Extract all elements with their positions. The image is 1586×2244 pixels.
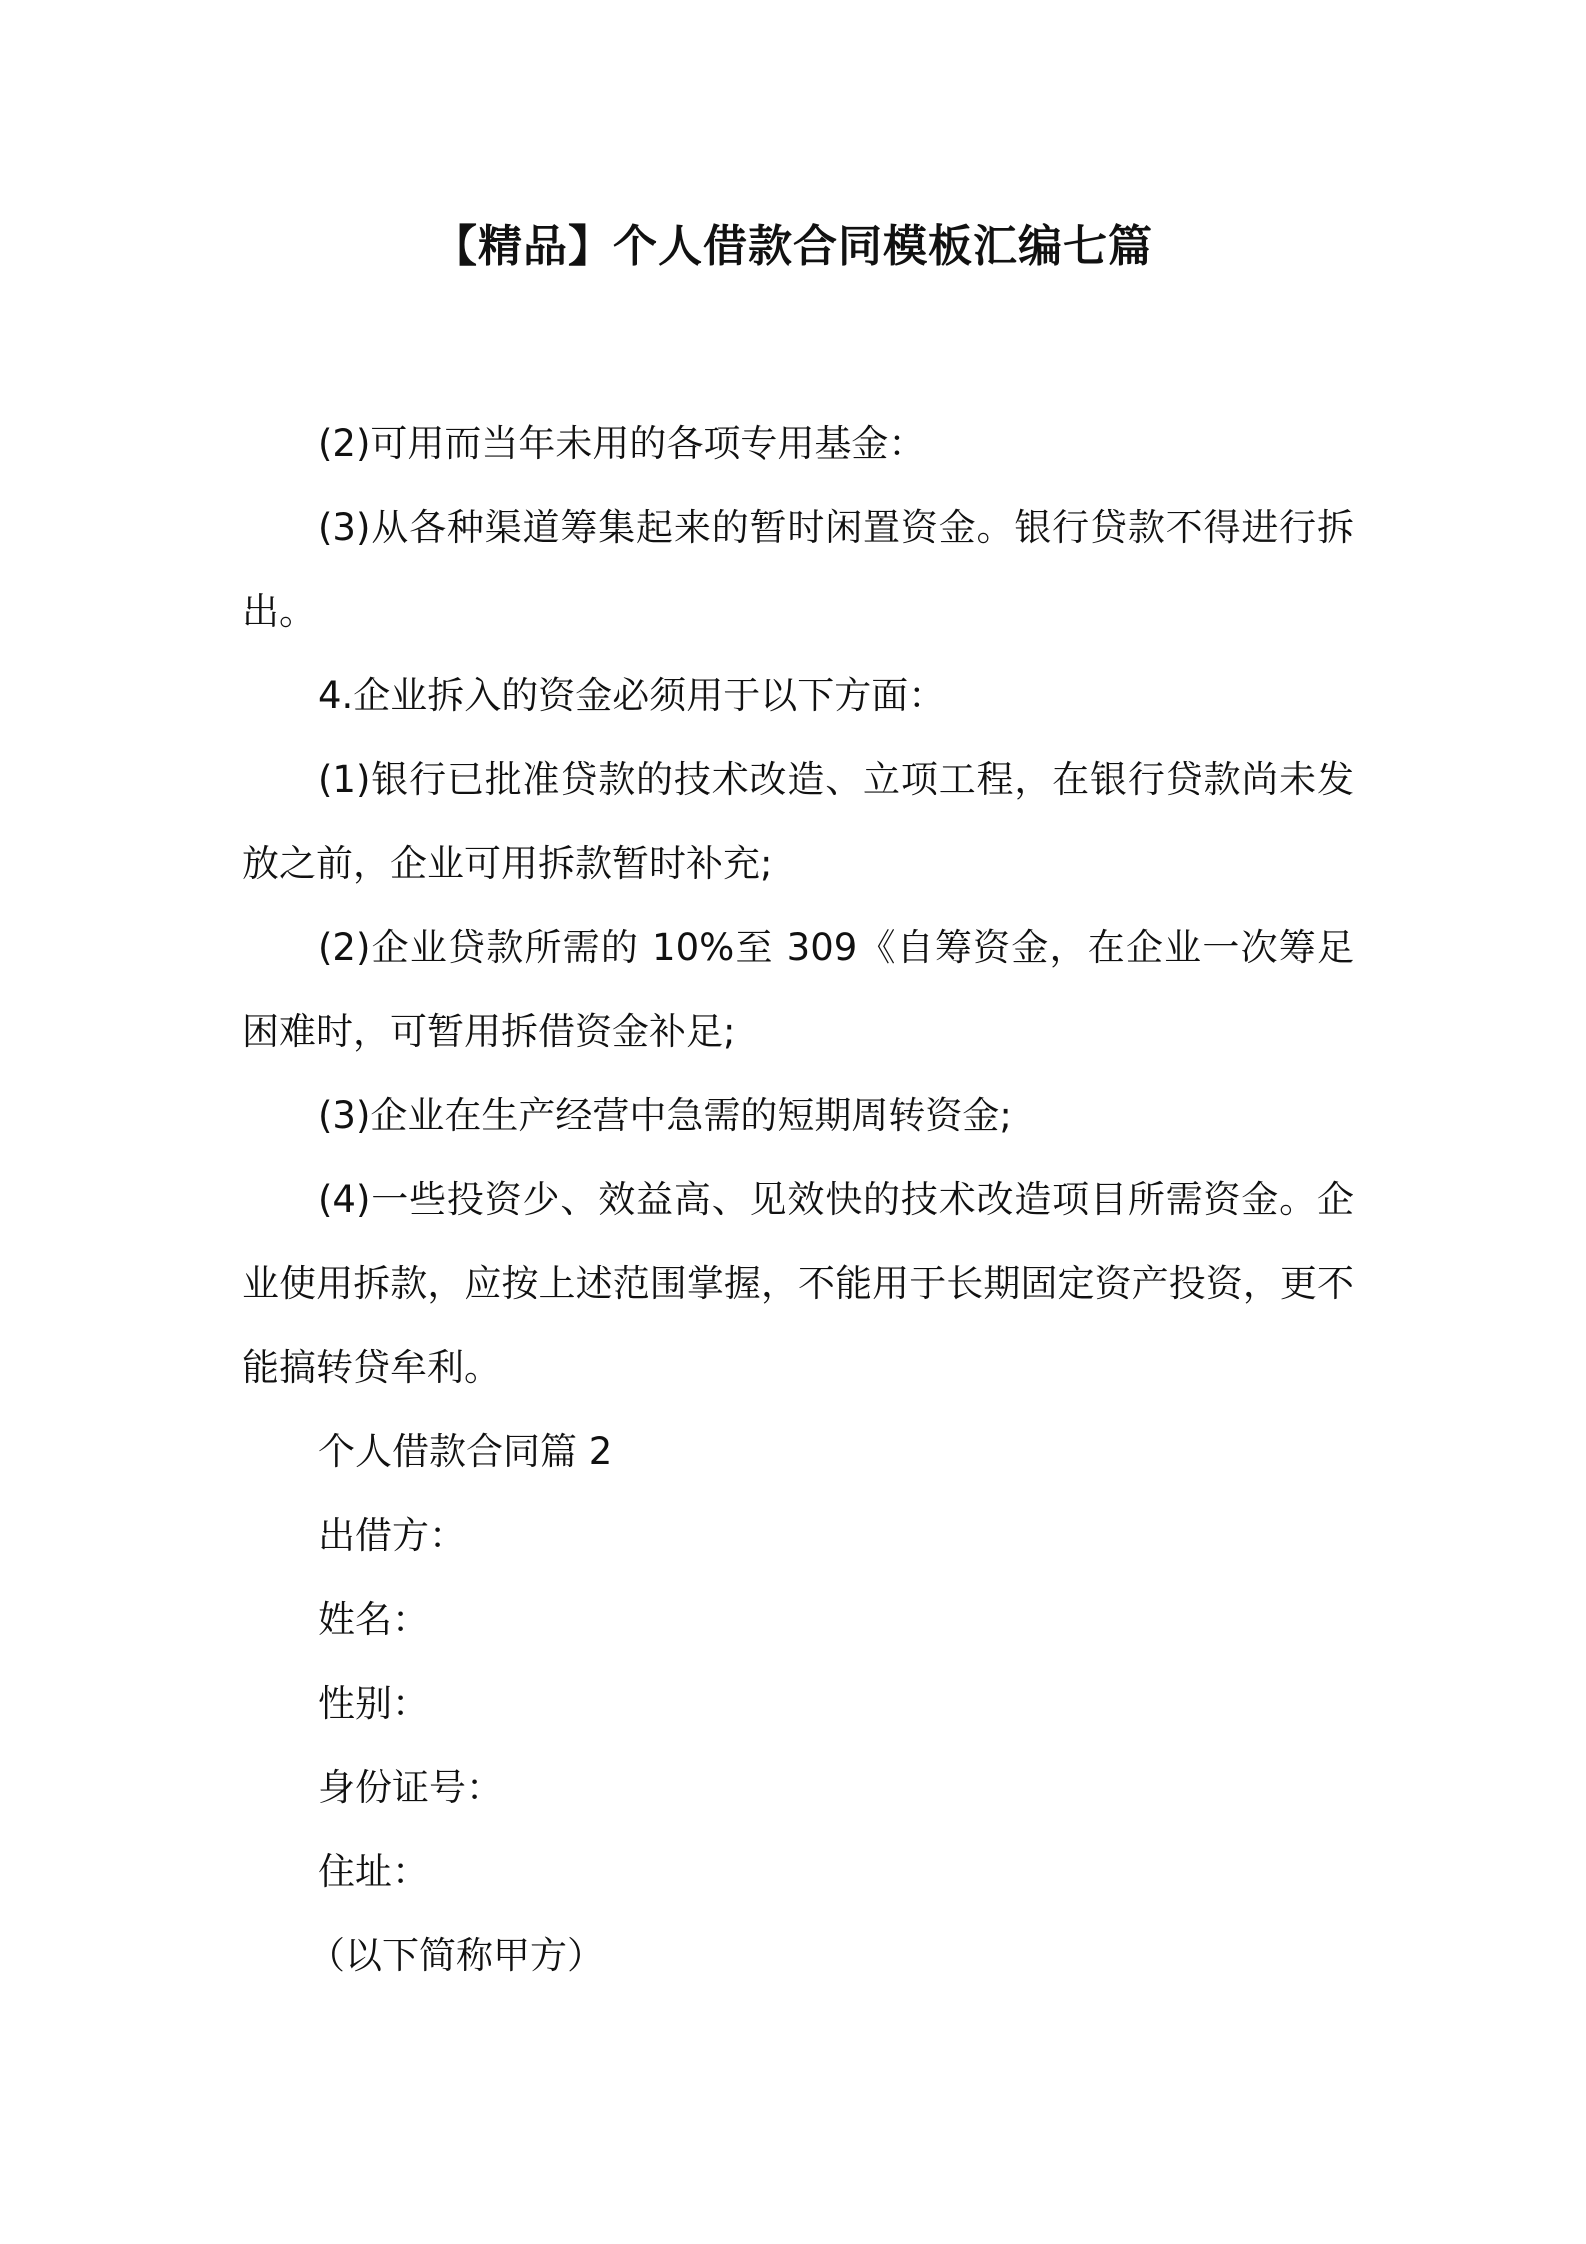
paragraph: (3)从各种渠道筹集起来的暂时闲置资金。银行贷款不得进行拆出。 xyxy=(242,506,1354,633)
section-heading: 个人借款合同篇 2 xyxy=(318,1430,613,1473)
paragraph: (4)一些投资少、效益高、见效快的技术改造项目所需资金。企业使用拆款，应按上述范围掌握，不能用于长期固定资产投资，更不能搞转贷牟利。 xyxy=(242,1178,1354,1389)
form-field-label: 住址： xyxy=(318,1850,429,1893)
paragraph: (3)企业在生产经营中急需的短期周转资金; xyxy=(318,1094,1012,1137)
document-title: 【精品】个人借款合同模板汇编七篇 xyxy=(433,221,1153,272)
paragraph: (2)企业贷款所需的 10%至 309《自筹资金，在企业一次筹足困难时，可暂用拆借资金补足; xyxy=(242,926,1354,1053)
form-field-label: 性别： xyxy=(318,1682,429,1725)
paragraph: (1)银行已批准贷款的技术改造、立项工程，在银行贷款尚未发放之前，企业可用拆款暂时补充; xyxy=(242,758,1354,885)
paragraph: 4.企业拆入的资金必须用于以下方面： xyxy=(318,674,946,717)
party-note: （以下简称甲方） xyxy=(308,1934,604,1977)
form-field-label: 身份证号： xyxy=(318,1766,503,1809)
paragraph: (2)可用而当年未用的各项专用基金： xyxy=(318,422,926,465)
form-field-label: 出借方： xyxy=(318,1514,466,1557)
form-field-label: 姓名： xyxy=(318,1598,429,1641)
document-body xyxy=(242,402,1354,1998)
